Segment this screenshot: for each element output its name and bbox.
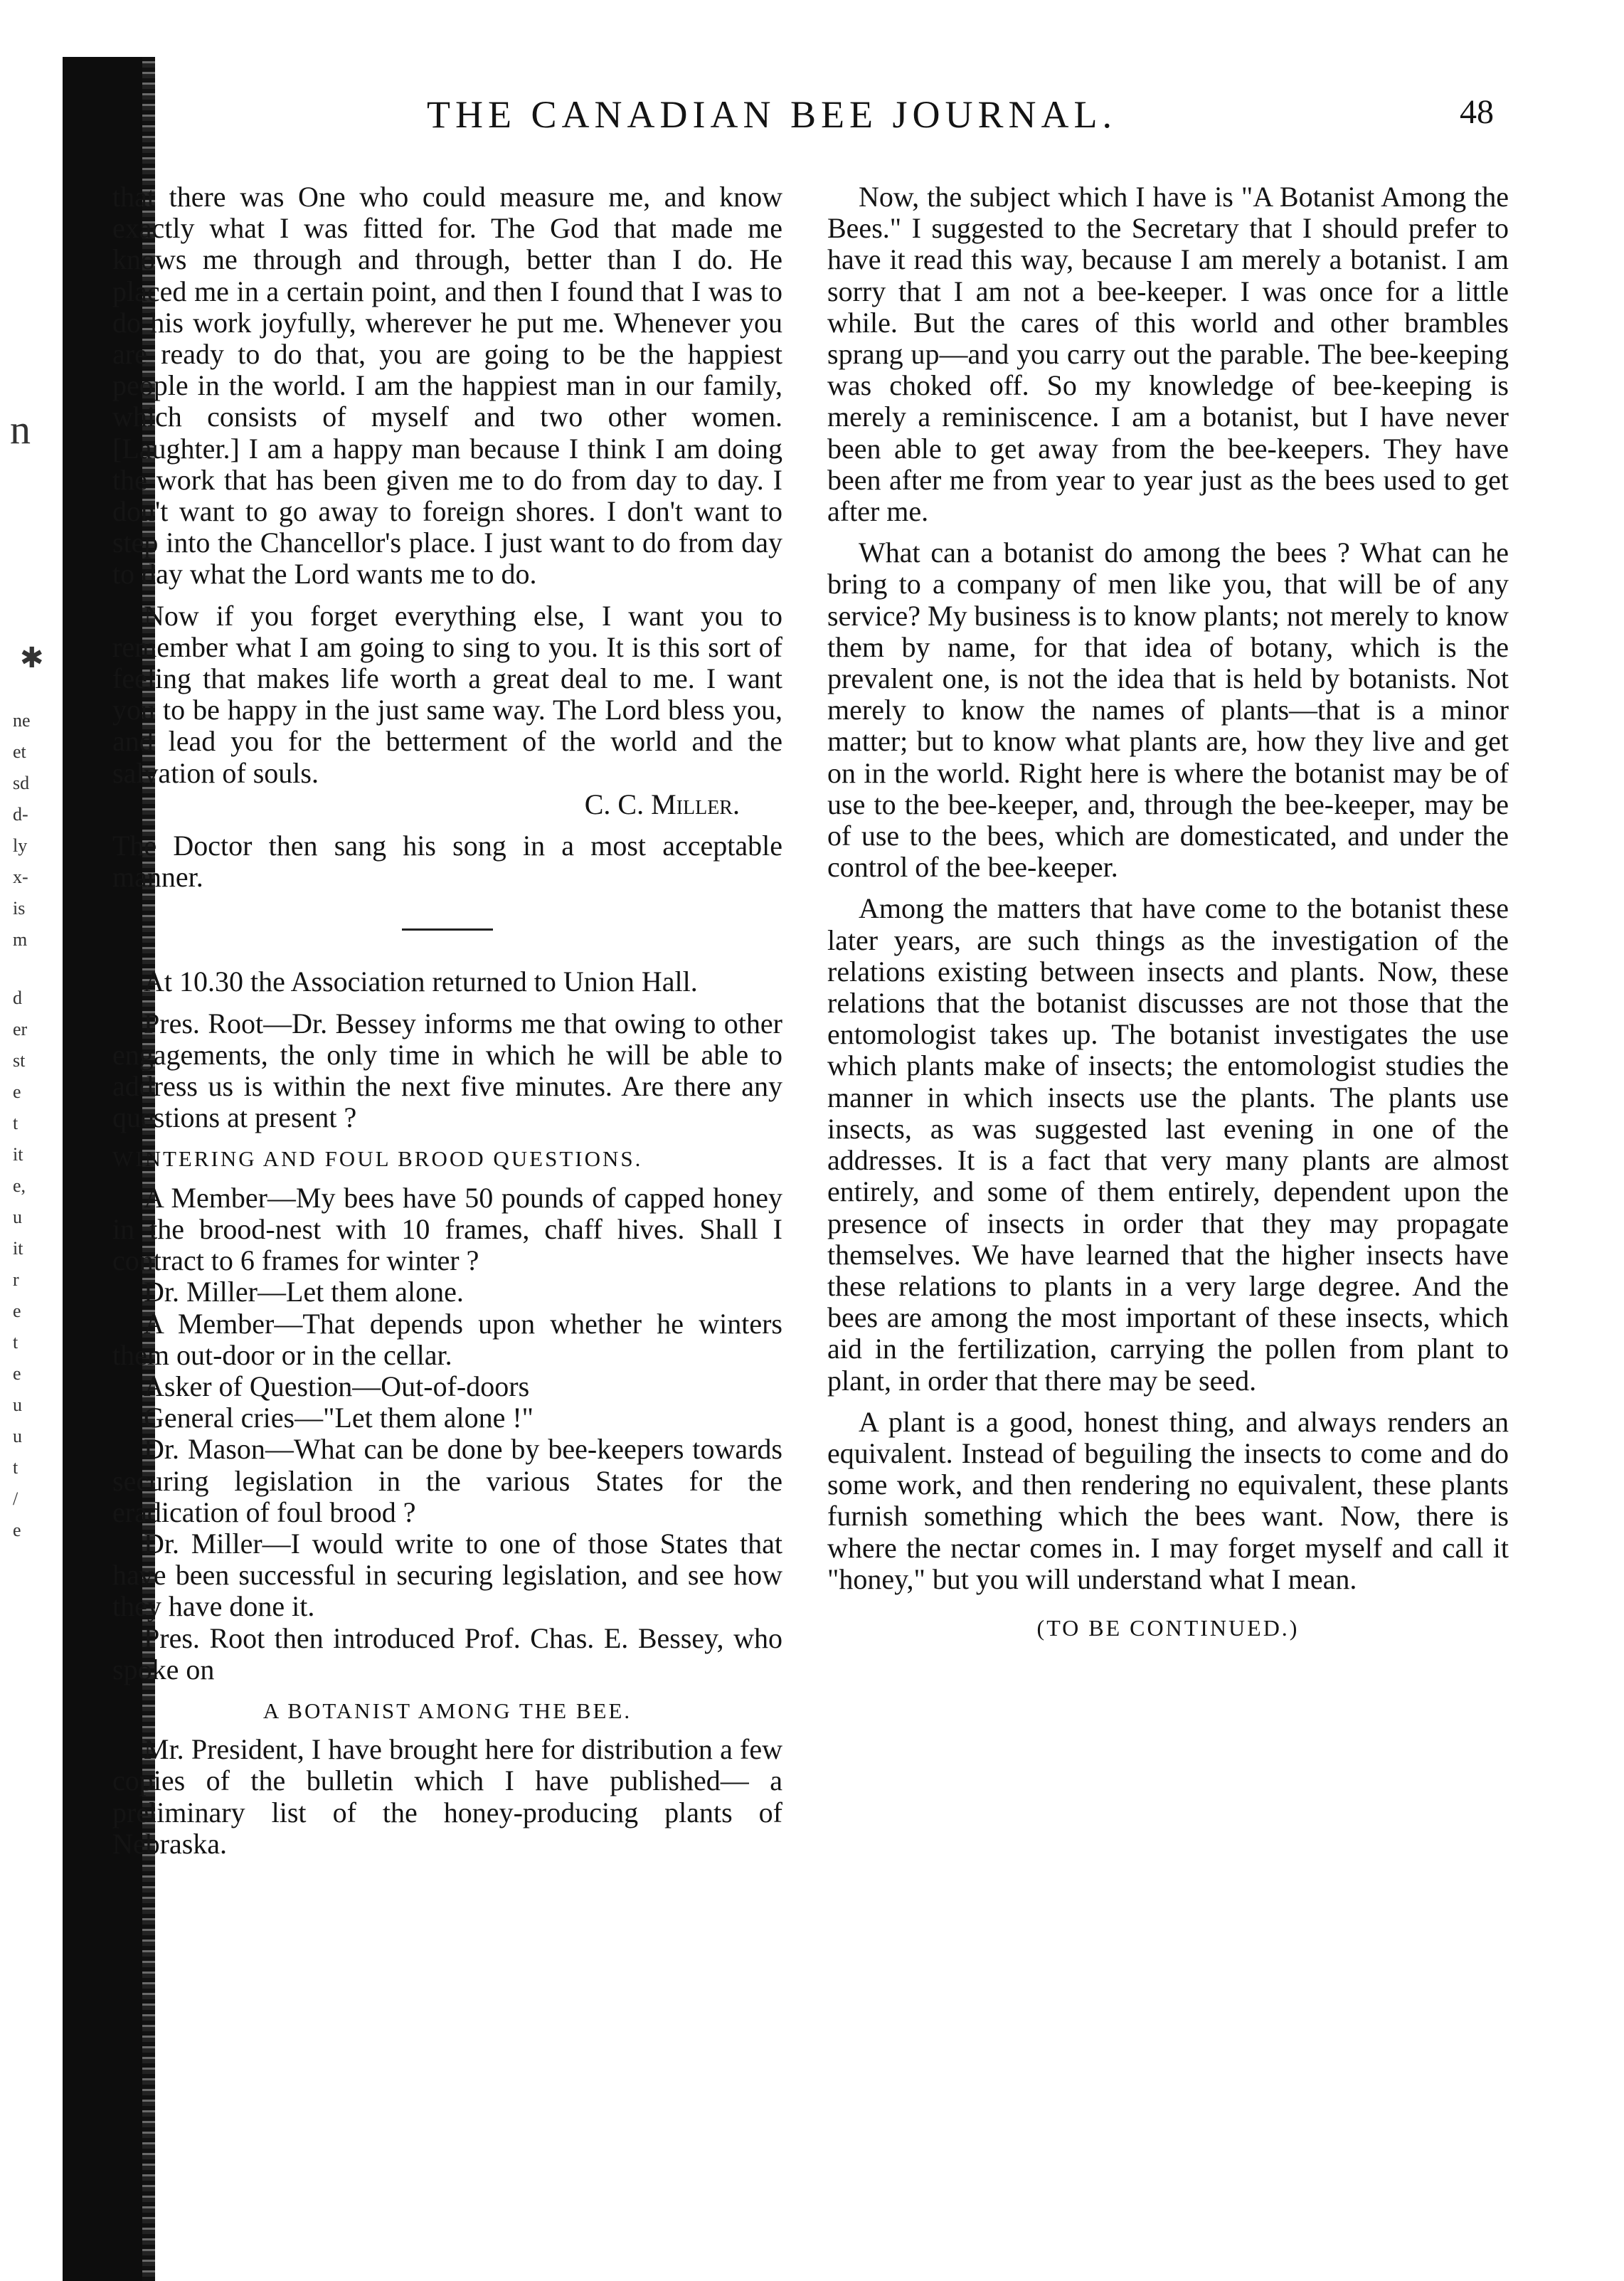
margin-fragment: t: [13, 1332, 18, 1353]
continued-notice: (TO BE CONTINUED.): [1036, 1614, 1300, 1641]
margin-fragment: er: [13, 1019, 28, 1039]
section-heading: A BOTANIST AMONG THE BEE.: [262, 1698, 632, 1723]
paragraph: Now if you forget everything else, I want you to remember what I am going to sing to you. It is this sort of feeling that makes life worth a great deal to me. I want you to be happy in the just same way. The Lord bless you, and lead you for the betterment of the world and the salvation of souls.: [112, 599, 782, 789]
margin-fragment: e: [13, 1363, 21, 1384]
paragraph: Now, the subject which I have is "A Botanist Among the Bees." I suggested to the Secretary that I should prefer to have it read this way, because I am merely a botanist. I am sorry that I am not a bee-keeper. I was once for a little while. But the cares of this world and other brambles sprang up—and you carry out the parable. The bee-keeping was choked off. So my knowledge of bee-keeping is merely a reminiscence. I am a botanist, but I have never been able to get away from the bee-keepers. They have been after me from year to year just as the bees used to get after me.: [827, 181, 1509, 528]
paragraph: At 10.30 the Association returned to Union Hall.: [144, 965, 698, 998]
paragraph: Dr. Miller—Let them alone.: [144, 1276, 464, 1308]
paragraph: Asker of Question—Out-of-doors: [144, 1370, 530, 1402]
signature: C. C. Miller.: [584, 788, 740, 820]
paragraph: Among the matters that have come to the botanist these later years, are such things as the investigation of the relations existing between insects and plants. Now, these relations that the botanist discusses are not those that the entomologist takes up. The botanist investigates the use which plants make of insects; the entomologist studies the manner in which insects use the plants. The plants use insects, as was suggested last evening in one of the addresses. It is a fact that very many plants are almost entirely, and some of them entirely, dependent upon the presence of insects in order that they may propagate themselves. We have learned that the higher insects have these relations to plants in a very large degree. And the bees are among the most important of these insects, which aid in the fertilization, carrying the pollen from plant to plant, in order that there may be seed.: [827, 892, 1509, 1397]
paragraph: Dr. Miller—I would write to one of those States that have been successful in securing legislation, and see how they have done it.: [112, 1527, 782, 1623]
paragraph: What can a botanist do among the bees ? What can he bring to a company of men like you, that will be of any service? My business is to know plants; not merely to know them by name, for that idea of botany, which is the prevalent one, is not the idea that is held by botanists. Not merely to know the names of plants—that is a minor matter; but to know what plants are, how they live and get on in the world. Right here is where the botanist may be of use to the bee-keeper, and, through the bee-keeper, may be of use to the bees, which are domesticated, and under the control of the bee-keeper.: [827, 536, 1509, 884]
margin-fragment: sd: [13, 773, 30, 793]
margin-fragment: it: [13, 1238, 23, 1259]
left-margin-fragments: [0, 0, 63, 2281]
page-number: 48: [1460, 93, 1494, 131]
section-heading: WINTERING AND FOUL BROOD QUESTIONS.: [112, 1146, 643, 1172]
margin-fragment: d: [13, 988, 22, 1008]
margin-fragment: u: [13, 1207, 22, 1227]
margin-fragment: u: [13, 1426, 22, 1446]
margin-fragment: st: [13, 1050, 26, 1071]
section-divider: [402, 928, 493, 931]
margin-fragment: u: [13, 1394, 22, 1415]
left-column: [112, 181, 782, 1870]
margin-fragment: n: [10, 406, 31, 453]
margin-fragment: e,: [13, 1175, 26, 1196]
margin-fragment: it: [13, 1144, 23, 1165]
signature-row: [112, 789, 782, 820]
paragraph: Mr. President, I have brought here for distribution a few copies of the bulletin which I have published— a preliminary list of the honey-producing plants of Nebraska.: [112, 1733, 782, 1860]
paragraph: General cries—"Let them alone !": [144, 1402, 534, 1434]
margin-fragment: x-: [13, 867, 28, 887]
margin-fragment: is: [13, 898, 26, 919]
margin-fragment: ly: [13, 835, 28, 856]
margin-fragment: m: [13, 929, 28, 950]
paragraph: The Doctor then sang his song in a most acceptable manner.: [112, 830, 782, 894]
paragraph: Dr. Mason—What can be done by bee-keepers towards securing legislation in the various States for the eradication of foul brood ?: [112, 1433, 782, 1528]
margin-fragment: t: [13, 1457, 18, 1478]
margin-fragment: e: [13, 1520, 21, 1540]
margin-fragment: r: [13, 1269, 19, 1290]
paragraph: that there was One who could measure me, and know exactly what I was fitted for. The God that made me knows me through and through, better than I do. He placed me in a certain point, and then I found that I was to do his work joyfully, wherever he put me. Whenever you are ready to do that, you are going to be the happiest people in the world. I am the happiest man in our family, which consists of myself and two other women. [Laughter.] I am a happy man because I think I am doing the work that has been given me to do from day to day. I don't want to go away to foreign shores. I don't want to step into the Chancellor's place. I just want to do from day to day what the Lord wants me to do.: [112, 181, 782, 591]
margin-fragment: e: [13, 1081, 21, 1102]
journal-title: THE CANADIAN BEE JOURNAL.: [427, 93, 1117, 136]
margin-fragment: t: [13, 1113, 18, 1133]
margin-fragment: et: [13, 741, 26, 762]
paragraph: A Member—That depends upon whether he winters them out-door or in the cellar.: [112, 1307, 782, 1371]
running-header: [427, 92, 1494, 149]
margin-fragment: e: [13, 1301, 21, 1321]
paragraph: Pres. Root—Dr. Bessey informs me that owing to other engagements, the only time in which he will be able to address us is within the next five minutes. Are there any questions at present ?: [112, 1007, 782, 1134]
paragraph: A Member—My bees have 50 pounds of capped honey in the brood-nest with 10 frames, chaff hives. Shall I contract to 6 frames for winter ?: [112, 1181, 782, 1277]
margin-fragment: ne: [13, 710, 31, 731]
asterisk-ornament-icon: ✱: [20, 642, 44, 674]
right-column: [827, 181, 1509, 1644]
paragraph: Pres. Root then introduced Prof. Chas. E. Bessey, who spoke on: [112, 1621, 782, 1685]
margin-fragment: d-: [13, 804, 28, 825]
margin-fragment: /: [13, 1488, 18, 1509]
paragraph: A plant is a good, honest thing, and always renders an equivalent. Instead of beguiling the insects to come and do some work, and then rendering no equivalent, these plants furnish something which the bees want. Now, there is where the nectar comes in. I may forget myself and call it "honey," but you will understand what I mean.: [827, 1405, 1509, 1595]
